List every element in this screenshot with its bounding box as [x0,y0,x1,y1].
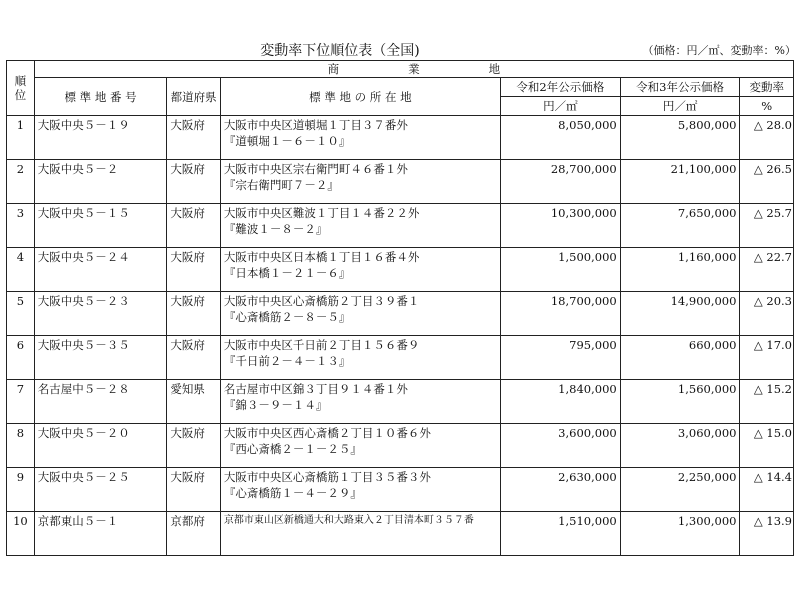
table-row [7,204,794,248]
cell-prefecture: 大阪府 [167,292,220,336]
cell-code: 京都東山５－１ [34,512,167,556]
unit-note: （価格：円／㎡、変動率：%） [642,44,796,57]
cell-price-r3: 2,250,000 [620,468,740,512]
cell-rank: 7 [7,380,35,424]
cell-code: 大阪中央５－２３ [34,292,167,336]
table-row [7,116,794,160]
cell-price-r2: 28,700,000 [500,160,620,204]
address-text: 名古屋市中区錦３丁目９１４番１外 [223,382,408,396]
cell-address [220,380,500,424]
table-row [7,248,794,292]
cell-rate: △ 28.0 [740,116,794,160]
cell-price-r3: 14,900,000 [620,292,740,336]
cell-rank: 10 [7,512,35,556]
cell-rank: 6 [7,336,35,380]
table-row [7,292,794,336]
cell-prefecture: 大阪府 [167,160,220,204]
cell-address [220,292,500,336]
cell-address [220,116,500,160]
cell-price-r2: 18,700,000 [500,292,620,336]
header-code: 標 準 地 番 号 [34,78,167,116]
cell-prefecture: 大阪府 [167,424,220,468]
cell-rank: 4 [7,248,35,292]
cell-rate: △ 25.7 [740,204,794,248]
cell-rate: △ 20.3 [740,292,794,336]
header-rate-unit: % [740,97,794,116]
cell-address [220,468,500,512]
header-rank: 順位 [7,61,35,116]
address-text: 大阪市中央区宗右衛門町４６番１外 [223,162,408,176]
cell-rate: △ 15.2 [740,380,794,424]
table-row [7,512,794,556]
cell-prefecture: 大阪府 [167,248,220,292]
address-alias: 『錦３－９－１４』 [223,398,328,412]
table-row [7,380,794,424]
header-price-r3-unit: 円／㎡ [620,97,740,116]
cell-rate: △ 13.9 [740,512,794,556]
address-text: 大阪市中央区千日前２丁目１５６番９ [223,338,420,352]
cell-price-r3: 1,560,000 [620,380,740,424]
header-address: 標 準 地 の 所 在 地 [220,78,500,116]
cell-prefecture: 京都府 [167,512,220,556]
address-alias: 『宗右衛門町７－２』 [223,178,339,192]
table-row [7,160,794,204]
cell-rate: △ 15.0 [740,424,794,468]
header-prefecture: 都道府県 [167,78,220,116]
address-alias: 『心斎橋筋２－８－５』 [223,310,351,324]
cell-rank: 2 [7,160,35,204]
cell-address [220,336,500,380]
cell-rank: 1 [7,116,35,160]
cell-code: 大阪中央５－１９ [34,116,167,160]
cell-rank: 8 [7,424,35,468]
cell-rank: 5 [7,292,35,336]
cell-address [220,512,500,556]
cell-price-r3: 3,060,000 [620,424,740,468]
cell-code: 大阪中央５－２ [34,160,167,204]
cell-price-r2: 1,840,000 [500,380,620,424]
cell-price-r2: 2,630,000 [500,468,620,512]
cell-code: 大阪中央５－３５ [34,336,167,380]
cell-price-r2: 1,510,000 [500,512,620,556]
table-row [7,468,794,512]
cell-price-r3: 1,160,000 [620,248,740,292]
address-alias: 『道頓堀１－６－１０』 [223,134,351,148]
cell-code: 大阪中央５－１５ [34,204,167,248]
table-row [7,336,794,380]
cell-rank: 3 [7,204,35,248]
cell-price-r3: 21,100,000 [620,160,740,204]
cell-price-r2: 3,600,000 [500,424,620,468]
cell-prefecture: 大阪府 [167,116,220,160]
cell-code: 大阪中央５－２４ [34,248,167,292]
cell-price-r2: 10,300,000 [500,204,620,248]
cell-price-r3: 7,650,000 [620,204,740,248]
cell-rate: △ 14.4 [740,468,794,512]
cell-address [220,248,500,292]
cell-price-r2: 795,000 [500,336,620,380]
cell-prefecture: 大阪府 [167,204,220,248]
header-rate: 変動率 [740,78,794,97]
cell-code: 名古屋中５－２８ [34,380,167,424]
cell-rate: △ 26.5 [740,160,794,204]
cell-address [220,424,500,468]
address-text: 大阪市中央区道頓堀１丁目３７番外 [223,118,408,132]
cell-address [220,204,500,248]
address-text: 大阪市中央区日本橋１丁目１６番４外 [223,250,420,264]
cell-code: 大阪中央５－２５ [34,468,167,512]
address-text: 大阪市中央区西心斎橋２丁目１０番６外 [223,426,431,440]
address-alias: 『難波１－８－２』 [223,222,328,236]
cell-rate: △ 17.0 [740,336,794,380]
cell-prefecture: 愛知県 [167,380,220,424]
cell-rate: △ 22.7 [740,248,794,292]
page-title: 変動率下位順位表（全国) [260,43,420,59]
header-price-r3: 令和3年公示価格 [620,78,740,97]
cell-price-r2: 1,500,000 [500,248,620,292]
address-alias: 『日本橋１－２１－６』 [223,266,351,280]
cell-price-r3: 5,800,000 [620,116,740,160]
table-row [7,424,794,468]
address-text: 京都市東山区新橋通大和大路東入２丁目清本町３５７番 [223,515,474,526]
cell-code: 大阪中央５－２０ [34,424,167,468]
header-price-r2: 令和2年公示価格 [500,78,620,97]
cell-price-r2: 8,050,000 [500,116,620,160]
cell-prefecture: 大阪府 [167,468,220,512]
address-text: 大阪市中央区心斎橋筋２丁目３９番１ [223,294,420,308]
address-alias: 『心斎橋筋１－４－２９』 [223,486,362,500]
cell-prefecture: 大阪府 [167,336,220,380]
cell-rank: 9 [7,468,35,512]
header-price-r2-unit: 円／㎡ [500,97,620,116]
cell-price-r3: 1,300,000 [620,512,740,556]
cell-price-r3: 660,000 [620,336,740,380]
address-text: 大阪市中央区心斎橋筋１丁目３５番３外 [223,470,431,484]
address-alias: 『千日前２－４－１３』 [223,354,351,368]
address-text: 大阪市中央区難波１丁目１４番２２外 [223,206,420,220]
address-alias: 『西心斎橋２－１－２５』 [223,442,362,456]
header-category: 商 業 地 [34,61,793,78]
cell-address [220,160,500,204]
ranking-table [6,60,794,556]
